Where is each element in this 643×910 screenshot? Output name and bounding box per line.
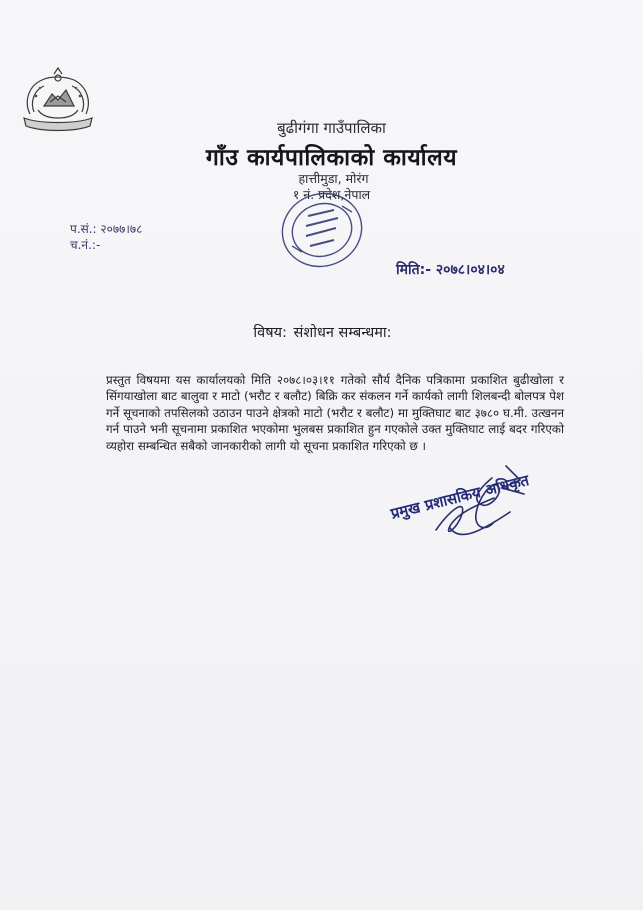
address-line-2: १ नं. प्रदेश,नेपाल [292, 187, 371, 202]
letter-date: मिति:- २०७८।०४।०४ [396, 262, 505, 278]
notice-body: प्रस्तुत विषयमा यस कार्यालयको मिति २०७८।०३।११ गतेको सौर्य दैनिक पत्रिकामा प्रकाशित बुढीखोला र सिंगयाखोला बाट बालुवा र माटो (भरौट र बलौट) बिक्रि कर संकलन गर्ने कार्यको लागी शिलबन्दी बोलपत्र पेश गर्ने सूचनाको तपसिलको उठाउन पाउने क्षेत्रको माटो (भरौट र बलौट) मा मुक्तिघाट बाट ३७८० घ.मी. उत्खनन गर्न पाउने भनी सूचनामा प्रकाशित भएकोमा भुलबस प्रकाशित हुन गएकोले उक्त मुक्तिघाट लाई बदर गरिएको व्यहोरा सम्बन्धित सबैको जानकारीको लागी यो सूचना प्रकाशित गरिएको छ । [106, 373, 564, 453]
signatory-title: प्रमुख प्रशासकिय अधिकृत [388, 471, 531, 523]
office-title: गाँउ कार्यपालिकाको कार्यालय [205, 145, 458, 171]
letter-number: प.सं.: २०७७।७८ [70, 222, 143, 236]
subject-label: विषय: [253, 325, 287, 341]
address-line-1: हात्तीमुडा, मोरंग [298, 171, 369, 186]
office-round-seal-icon [272, 186, 372, 272]
dispatch-number: च.नं.:- [70, 238, 101, 252]
municipality-name: बुढीगंगा गाउँपालिका [277, 119, 386, 137]
subject-line [0, 322, 643, 342]
subject-text: संशोधन सम्बन्धमा: [293, 325, 392, 341]
